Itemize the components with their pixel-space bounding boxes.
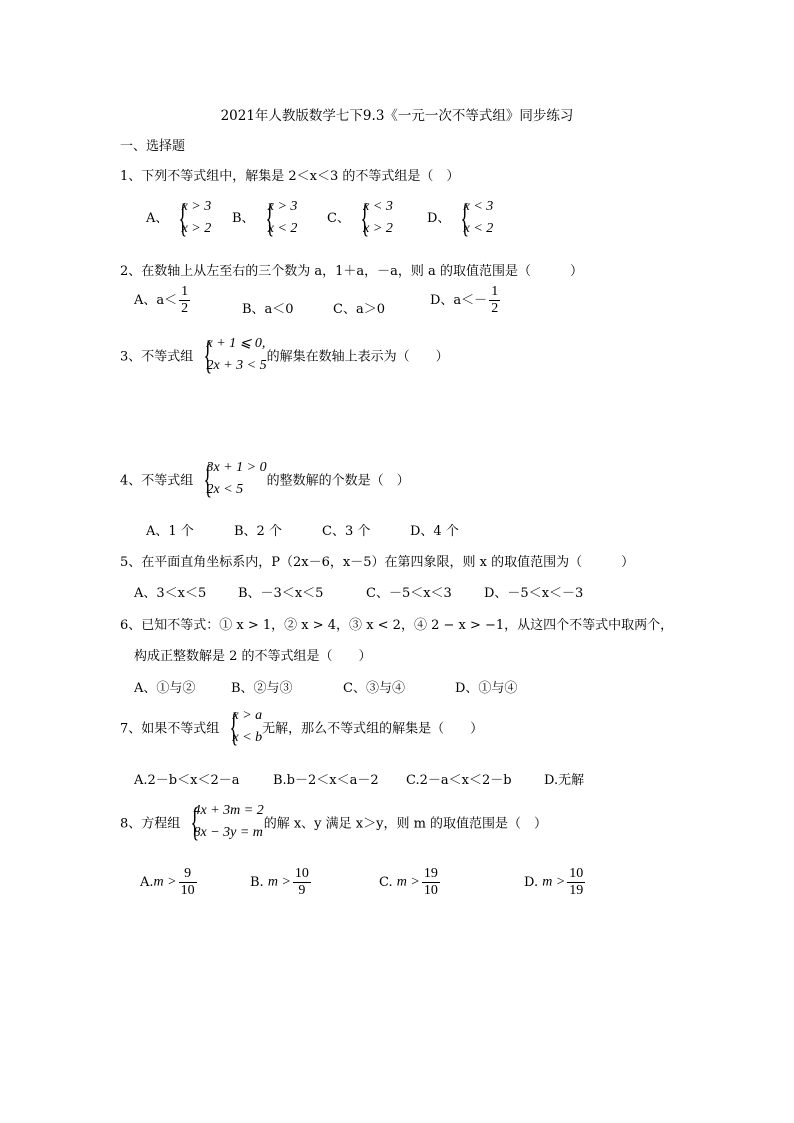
page-title: 2021年人教版数学七下9.3《一元一次不等式组》同步练习 xyxy=(220,108,574,124)
system-line: x > 2 xyxy=(181,221,212,236)
question-7-option-b[interactable]: B.b－2＜x＜a－2 xyxy=(273,773,379,788)
question-text: 8、方程组 xyxy=(120,816,181,832)
option-lhs: m > xyxy=(153,874,177,890)
system-line: x > a xyxy=(232,708,263,723)
option-lhs: m > xyxy=(267,874,291,890)
fraction-numerator: 10 xyxy=(569,866,584,881)
question-6-line-1: 6、已知不等式：① x > 1，② x > 4，③ x < 2，④ 2 − x > −1，从这四个不等式中取两个， xyxy=(120,618,674,633)
question-text: 3、不等式组 xyxy=(120,349,194,365)
fraction xyxy=(489,284,500,317)
fraction-numerator: 9 xyxy=(184,866,192,881)
question-8-option-b[interactable] xyxy=(250,866,313,899)
option-text: A、a＜ xyxy=(134,293,178,308)
question-text: 的解集在数轴上表示为（ ） xyxy=(266,349,449,365)
question-1-option-d[interactable]: D、 { x < 3 x < 2 xyxy=(427,195,494,240)
option-label: C. xyxy=(379,875,393,890)
system-line: 2x < 5 xyxy=(206,482,244,497)
fraction xyxy=(293,866,311,899)
system-line: x < 3 xyxy=(363,199,393,214)
fraction-numerator: 10 xyxy=(294,866,309,881)
system-line: x < 2 xyxy=(463,221,494,236)
fraction-denominator: 2 xyxy=(491,301,499,316)
question-5-stem: 5、在平面直角坐标系内，P（2x－6，x－5）在第四象限，则 x 的取值范围为（ ） xyxy=(120,555,635,570)
question-text: 4、不等式组 xyxy=(120,473,194,489)
question-text: 无解，那么不等式组的解集是（ ） xyxy=(262,721,484,737)
question-2-option-d[interactable] xyxy=(430,284,502,317)
fraction-denominator: 2 xyxy=(181,301,189,316)
option-text: D、a＜－ xyxy=(430,293,488,308)
question-5-option-a[interactable]: A、3＜x＜5 xyxy=(134,586,207,601)
option-label: B. xyxy=(250,875,264,890)
question-8-option-a[interactable] xyxy=(140,866,199,899)
system-line: x > 3 xyxy=(181,199,212,214)
option-lhs: m > xyxy=(396,874,420,890)
question-5-option-c[interactable]: C、－5＜x＜3 xyxy=(366,586,452,601)
question-4: 4、不等式组 { 3x + 1 > 0 2x < 5 的整数解的个数是（ ） xyxy=(120,456,410,501)
question-1-option-b[interactable]: B、 { x > 3 x < 2 xyxy=(232,195,298,240)
question-1-stem: 1、下列不等式组中，解集是 2＜x＜3 的不等式组是（ ） xyxy=(120,169,460,184)
question-5-option-b[interactable]: B、－3＜x＜5 xyxy=(238,586,324,601)
question-2-option-a[interactable] xyxy=(134,284,192,317)
fraction-numerator: 1 xyxy=(181,284,189,299)
option-label: D. xyxy=(524,875,539,890)
system-line: x > 3 xyxy=(267,199,298,214)
question-8: 8、方程组 { 4x + 3m = 2 8x − 3y = m 的解 x、y 满足 x＞y，则 m 的取值范围是（ ） xyxy=(120,799,548,844)
option-label: A. xyxy=(140,875,154,890)
fraction-numerator: 1 xyxy=(491,284,499,299)
question-2-option-c[interactable]: C、a＞0 xyxy=(333,302,385,317)
system-line: x < 2 xyxy=(267,221,298,236)
question-2-option-b[interactable]: B、a＜0 xyxy=(242,302,294,317)
section-heading: 一、选择题 xyxy=(120,139,186,154)
system-line: 4x + 3m = 2 xyxy=(193,803,264,818)
question-6-option-b[interactable]: B、②与③ xyxy=(231,681,293,696)
question-7-option-d[interactable]: D.无解 xyxy=(544,773,585,788)
question-1-option-c[interactable]: C、 { x < 3 x > 2 xyxy=(327,195,393,240)
option-label: B、 xyxy=(232,210,255,226)
fraction-numerator: 19 xyxy=(423,866,438,881)
system-line: x > 2 xyxy=(363,221,393,236)
question-7: 7、如果不等式组 { x > a x < b 无解，那么不等式组的解集是（ ） xyxy=(120,704,484,749)
fraction-denominator: 10 xyxy=(423,883,438,898)
question-6-line-2: 构成正整数解是 2 的不等式组是（ ） xyxy=(134,649,372,664)
question-4-option-c[interactable]: C、3 个 xyxy=(322,524,371,539)
question-4-option-b[interactable]: B、2 个 xyxy=(234,524,282,539)
question-text: 的解 x、y 满足 x＞y，则 m 的取值范围是（ ） xyxy=(263,816,548,832)
question-text: 7、如果不等式组 xyxy=(120,721,220,737)
question-3: 3、不等式组 { x + 1 ⩽ 0, 2x + 3 < 5 的解集在数轴上表示为（ ） xyxy=(120,332,449,377)
system-line: 2x + 3 < 5 xyxy=(206,358,267,373)
question-text: 的整数解的个数是（ ） xyxy=(266,473,410,489)
question-4-option-d[interactable]: D、4 个 xyxy=(410,524,459,539)
system-line: x < b xyxy=(232,730,263,745)
fraction xyxy=(567,866,585,899)
option-label: D、 xyxy=(427,210,451,226)
fraction-denominator: 10 xyxy=(180,883,195,898)
question-6-option-c[interactable]: C、③与④ xyxy=(343,681,405,696)
option-label: A、 xyxy=(146,210,169,226)
fraction xyxy=(422,866,440,899)
question-6-option-a[interactable]: A、①与② xyxy=(134,681,196,696)
option-lhs: m > xyxy=(542,874,566,890)
question-8-option-d[interactable] xyxy=(524,866,587,899)
question-2-stem: 2、在数轴上从左至右的三个数为 a，1＋a，－a，则 a 的取值范围是（ ） xyxy=(120,264,583,279)
system-line: 8x − 3y = m xyxy=(193,825,263,840)
system-line: x + 1 ⩽ 0, xyxy=(206,336,266,351)
fraction-denominator: 9 xyxy=(293,882,311,899)
question-1-option-a[interactable]: A、 { x > 3 x > 2 xyxy=(146,195,212,240)
question-8-option-c[interactable] xyxy=(379,866,442,899)
question-7-option-a[interactable]: A.2－b＜x＜2－a xyxy=(134,773,240,788)
fraction xyxy=(179,866,197,899)
question-5-option-d[interactable]: D、－5＜x＜－3 xyxy=(484,586,584,601)
question-4-option-a[interactable]: A、1 个 xyxy=(146,524,194,539)
fraction xyxy=(179,284,190,317)
question-6-option-d[interactable]: D、①与④ xyxy=(455,681,518,696)
system-line: 3x + 1 > 0 xyxy=(206,460,267,475)
option-label: C、 xyxy=(327,210,350,226)
system-line: x < 3 xyxy=(463,199,494,214)
question-7-option-c[interactable]: C.2－a＜x＜2－b xyxy=(406,773,512,788)
fraction-denominator: 19 xyxy=(569,883,584,898)
